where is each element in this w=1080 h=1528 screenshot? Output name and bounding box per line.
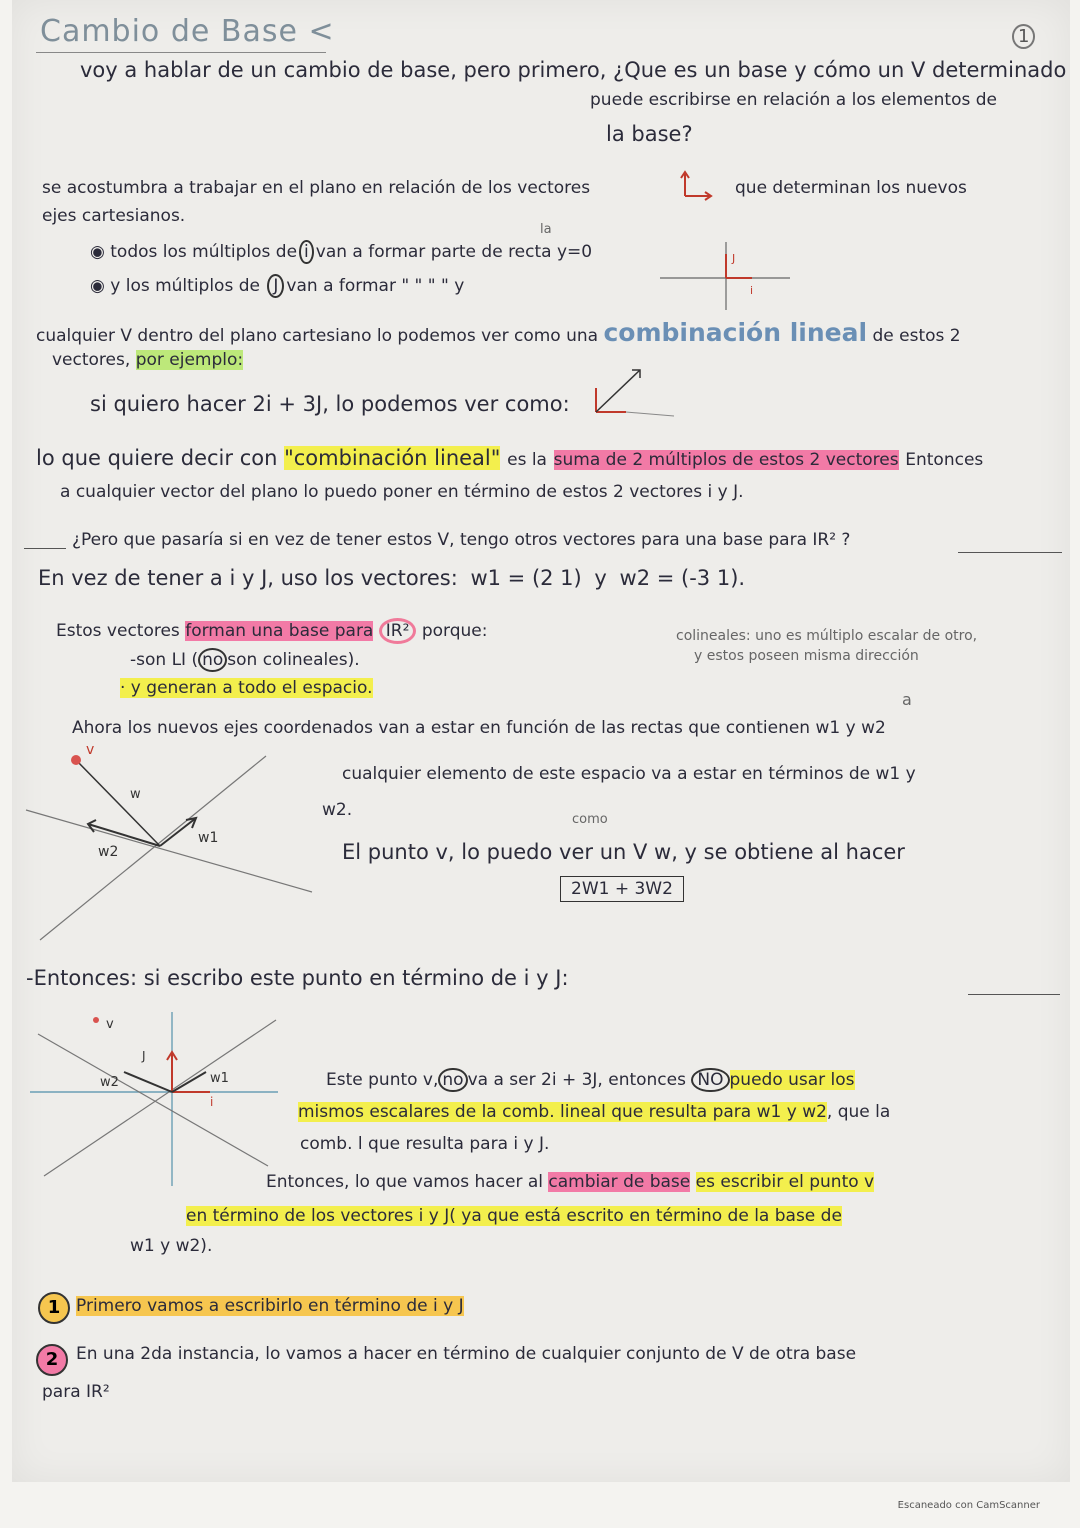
diagram2-label-w1: w1 <box>210 1071 229 1086</box>
ejes-line-2: cualquier elemento de este espacio va a estar en términos de w1 y <box>342 764 916 784</box>
bullet-1-icon: ◉ <box>90 242 111 262</box>
ejes-line-3: w2. <box>322 800 353 820</box>
vector-w2: w2 = (-3 1). <box>619 566 746 590</box>
intro-line-3: la base? <box>606 122 693 146</box>
comb-line-2: vectores, por ejemplo: <box>52 350 244 370</box>
diagram-ij-basis <box>24 1006 284 1196</box>
intro-line-1: voy a hablar de un cambio de base, pero primero, ¿Que es un base y cómo un V determinado <box>80 58 1067 82</box>
step-1-badge: 1 <box>38 1292 70 1324</box>
plano-la: la <box>540 222 552 237</box>
page-number: 1 <box>1012 24 1035 49</box>
ejes-line-1: Ahora los nuevos ejes coordenados van a estar en función de las rectas que contienen w1 y w2 <box>72 718 886 738</box>
page-title: Cambio de Base < <box>40 14 335 49</box>
svg-text:J: J <box>732 252 736 265</box>
formula-box: 2W1 + 3W2 <box>560 876 684 902</box>
pregunta-bullet-1: -son LI ( no son colineales). <box>130 648 360 672</box>
note-colineales-2: y estos poseen misma dirección <box>694 648 919 664</box>
punto-line-4: Entonces, lo que vamos hacer al cambiar de base es escribir el punto v <box>266 1172 875 1192</box>
ejes-line-4: El punto v, lo puedo ver un V w, y se obtiene al hacer <box>342 840 905 864</box>
pregunta-line-1: ¿Pero que pasaría si en vez de tener estos V, tengo otros vectores para una base para IR² ? <box>72 530 851 550</box>
diagram1-label-w1: w1 <box>198 830 219 846</box>
diagram1-label-v: v <box>86 742 95 758</box>
comb-line-3: si quiero hacer 2i + 3J, lo podemos ver como: <box>90 392 570 416</box>
comb-line-4: lo que quiere decir con "combinación lineal" es la suma de 2 múltiplos de estos 2 vectores Entonces <box>36 446 984 470</box>
divider-entonces <box>968 994 1060 995</box>
plano-bullet-2: ◉ y los múltiplos de J van a formar " " " " y <box>90 274 464 298</box>
punto-line-2: mismos escalares de la comb. lineal que resulta para w1 y w2, que la <box>298 1102 891 1122</box>
pregunta-line-2: En vez de tener a i y J, uso los vectores: w1 = (2 1) y w2 = (-3 1). <box>38 566 746 590</box>
step-1-text: Primero vamos a escribirlo en término de i y J <box>76 1296 464 1316</box>
pregunta-line-3: Estos vectores forman una base para IR² porque: <box>56 618 487 644</box>
highlight-suma: suma de 2 múltiplos de estos 2 vectores <box>553 450 899 470</box>
vector-w1: w1 = (2 1) <box>470 566 582 590</box>
diagram2-label-i: i <box>210 1095 214 1109</box>
step-2-text-a: En una 2da instancia, lo vamos a hacer en término de cualquier conjunto de V de otra base <box>76 1344 857 1364</box>
comb-line-1: cualquier V dentro del plano cartesiano lo podemos ver como una combinación lineal de estos 2 <box>36 318 961 347</box>
entonces-line: -Entonces: si escribo este punto en término de i y J: <box>26 966 569 990</box>
ejes-como: como <box>572 812 608 827</box>
punto-line-1: Este punto v, no va a ser 2i + 3J, entonces NO puedo usar los <box>326 1068 855 1092</box>
ejes-a: a <box>902 690 912 709</box>
note-colineales-1: colineales: uno es múltiplo escalar de otro, <box>676 628 978 644</box>
diagram2-label-w2: w2 <box>100 1075 119 1090</box>
comb-line-5: a cualquier vector del plano lo puedo poner en término de estos 2 vectores i y J. <box>60 482 744 502</box>
plano-line-1b: que determinan los nuevos <box>735 178 967 198</box>
scanner-footer: Escaneado con CamScanner <box>897 1500 1040 1511</box>
example-vector-icon <box>580 360 680 430</box>
highlight-combinacion-lineal: combinación lineal <box>603 318 868 347</box>
plano-line-1: se acostumbra a trabajar en el plano en relación de los vectores <box>42 178 591 198</box>
divider-right <box>958 552 1062 553</box>
punto-line-6: w1 y w2). <box>130 1236 213 1256</box>
bullet-2-icon: ◉ <box>90 276 111 296</box>
step-2-badge: 2 <box>36 1344 68 1376</box>
ij-vectors-icon <box>675 168 735 208</box>
axes-sketch-icon <box>660 232 790 312</box>
diagram1-label-w2: w2 <box>98 844 119 860</box>
divider-left <box>24 548 66 549</box>
svg-text:i: i <box>750 284 754 297</box>
intro-line-2: puede escribirse en relación a los elementos de <box>590 90 997 110</box>
plano-line-2: ejes cartesianos. <box>42 206 186 226</box>
plano-bullet-1: ◉ todos los múltiplos de i van a formar parte de recta y=0 <box>90 240 592 264</box>
title-underline <box>36 52 326 53</box>
diagram-w-basis <box>20 740 320 950</box>
diagram2-label-j: J <box>142 1049 146 1063</box>
punto-line-3: comb. l que resulta para i y J. <box>300 1134 550 1154</box>
diagram2-label-v: v <box>106 1017 114 1032</box>
pregunta-bullet-2: · y generan a todo el espacio. <box>120 678 373 698</box>
punto-line-5: en término de los vectores i y J( ya que está escrito en término de la base de <box>186 1206 842 1226</box>
step-2-text-b: para IR² <box>42 1382 110 1402</box>
diagram1-label-w: w <box>130 787 141 802</box>
